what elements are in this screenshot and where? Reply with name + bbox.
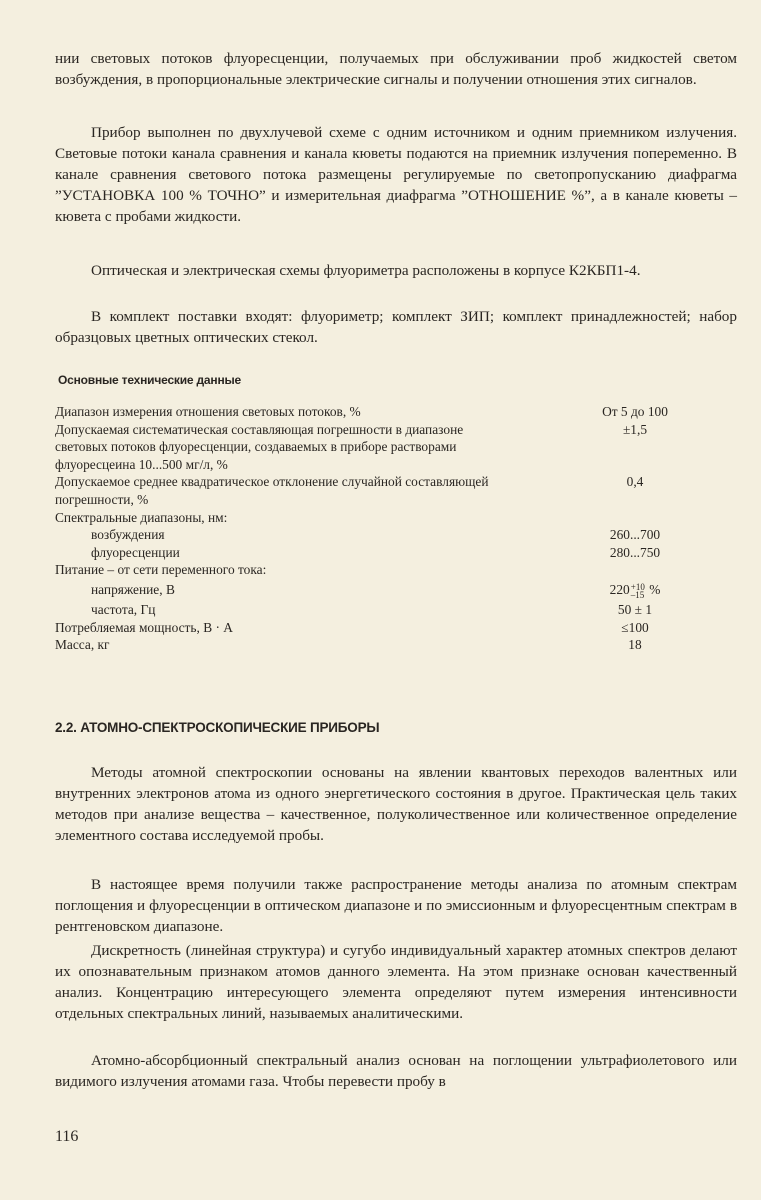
spec-value: 260...700 <box>609 527 661 543</box>
page-number: 116 <box>55 1128 79 1145</box>
spec-label: частота, Гц <box>91 601 156 617</box>
paragraph-discreteness: Дискретность (линейная структура) и сугубо индивидуальный характер атомных спектров делают их опознавательным признаком атомов данного элемента. На этом признаке основан качественный анализ. Концентрацию интересующего элемента определяют путем измерения интенсивности отдельных спектральных линий, называемых аналитическими. <box>55 942 737 1022</box>
spec-row <box>55 601 695 619</box>
spec-value: ≤100 <box>621 619 649 635</box>
spec-value <box>575 509 695 527</box>
spec-label: Диапазон измерения отношения световых потоков, % <box>55 404 361 419</box>
spec-row <box>55 636 695 654</box>
spec-row <box>55 526 695 544</box>
tolerance-minus: –15 <box>630 589 645 600</box>
spec-value: ±1,5 <box>622 421 648 437</box>
spec-value: 280...750 <box>609 544 661 560</box>
spec-value: 50 ± 1 <box>617 601 653 617</box>
spec-label: Допускаемая систематическая составляющая погрешности в диапазоне световых потоков флуоресценции, создаваемых в приборе растворами флуоресцеина 10...500 мг/л, % <box>55 421 464 472</box>
spec-row <box>55 561 695 579</box>
paragraph-continuation: нии световых потоков флуоресценции, получаемых при обслуживании проб жидкостей светом возбуждения, в пропорциональные электрические сигналы и получении отношения этих сигналов. <box>55 50 737 88</box>
spec-label: Спектральные диапазоны, нм: <box>55 509 228 525</box>
paragraph-absorption: Атомно-абсорбционный спектральный анализ основан на поглощении ультрафиолетового или видимого излучения атомами газа. Чтобы перевести пробу в <box>55 1052 737 1090</box>
spec-row <box>55 421 695 474</box>
paragraph-atomic-methods: Методы атомной спектроскопии основаны на явлении квантовых переходов валентных или внутренних электронов атома из одного энергетического состояния в другое. Практическая цель таких методов при анализе вещества – качественное, полуколичественное или количественное определение элементного состава исследуемой пробы. <box>55 764 737 844</box>
spec-label: флуоресценции <box>91 544 180 560</box>
spec-row <box>55 509 695 527</box>
spec-label: Потребляемая мощность, В · А <box>55 619 233 635</box>
spec-heading: Основные технические данные <box>58 373 242 387</box>
spec-value <box>575 561 695 579</box>
tolerance-plus: +10 <box>630 581 645 592</box>
spec-row <box>55 473 695 508</box>
spec-value: 18 <box>628 637 642 653</box>
spec-value: 0,4 <box>626 474 644 490</box>
spec-value: От 5 до 100 <box>602 404 668 419</box>
spec-label: возбуждения <box>91 527 165 543</box>
spec-row <box>55 579 695 601</box>
spec-value-tolerance <box>575 579 695 601</box>
paragraph-housing: Оптическая и электрическая схемы флуориметра расположены в корпусе К2КБП1-4. <box>91 262 641 279</box>
spec-row <box>55 403 695 421</box>
section-title: 2.2. АТОМНО-СПЕКТРОСКОПИЧЕСКИЕ ПРИБОРЫ <box>55 720 380 735</box>
spec-label: Допускаемое среднее квадратическое отклонение случайной составляющей погрешности, % <box>55 474 489 507</box>
spec-row <box>55 619 695 637</box>
paragraph-delivery-set: В комплект поставки входят: флуориметр; комплект ЗИП; комплект принадлежностей; набор образцовых цветных оптических стекол. <box>55 308 737 346</box>
tolerance-base: 220 <box>609 581 630 597</box>
tolerance-limits <box>631 583 645 599</box>
tolerance-unit: % <box>649 581 661 597</box>
spec-label: Масса, кг <box>55 637 110 653</box>
spec-label: напряжение, В <box>91 581 175 597</box>
spec-table <box>55 403 695 654</box>
paragraph-current-methods: В настоящее время получили также распространение методы анализа по атомным спектрам поглощения и флуоресценции в оптическом диапазоне и по эмиссионным и флуоресцентным спектрам в рентгеновском диапазоне. <box>55 876 737 935</box>
spec-label: Питание – от сети переменного тока: <box>55 562 267 578</box>
paragraph-device-scheme: Прибор выполнен по двухлучевой схеме с одним источником и одним приемником излучения. Световые потоки канала сравнения и канала кюветы подаются на приемник излучения попеременно. В канале сравнения светового потока размещены регулируемые по светопропусканию диафрагма ”УСТАНОВКА 100 % ТОЧНО” и измерительная диафрагма ”ОТНОШЕНИЕ %”, а в канале кюветы – кювета с пробами жидкости. <box>55 124 737 225</box>
spec-row <box>55 544 695 562</box>
